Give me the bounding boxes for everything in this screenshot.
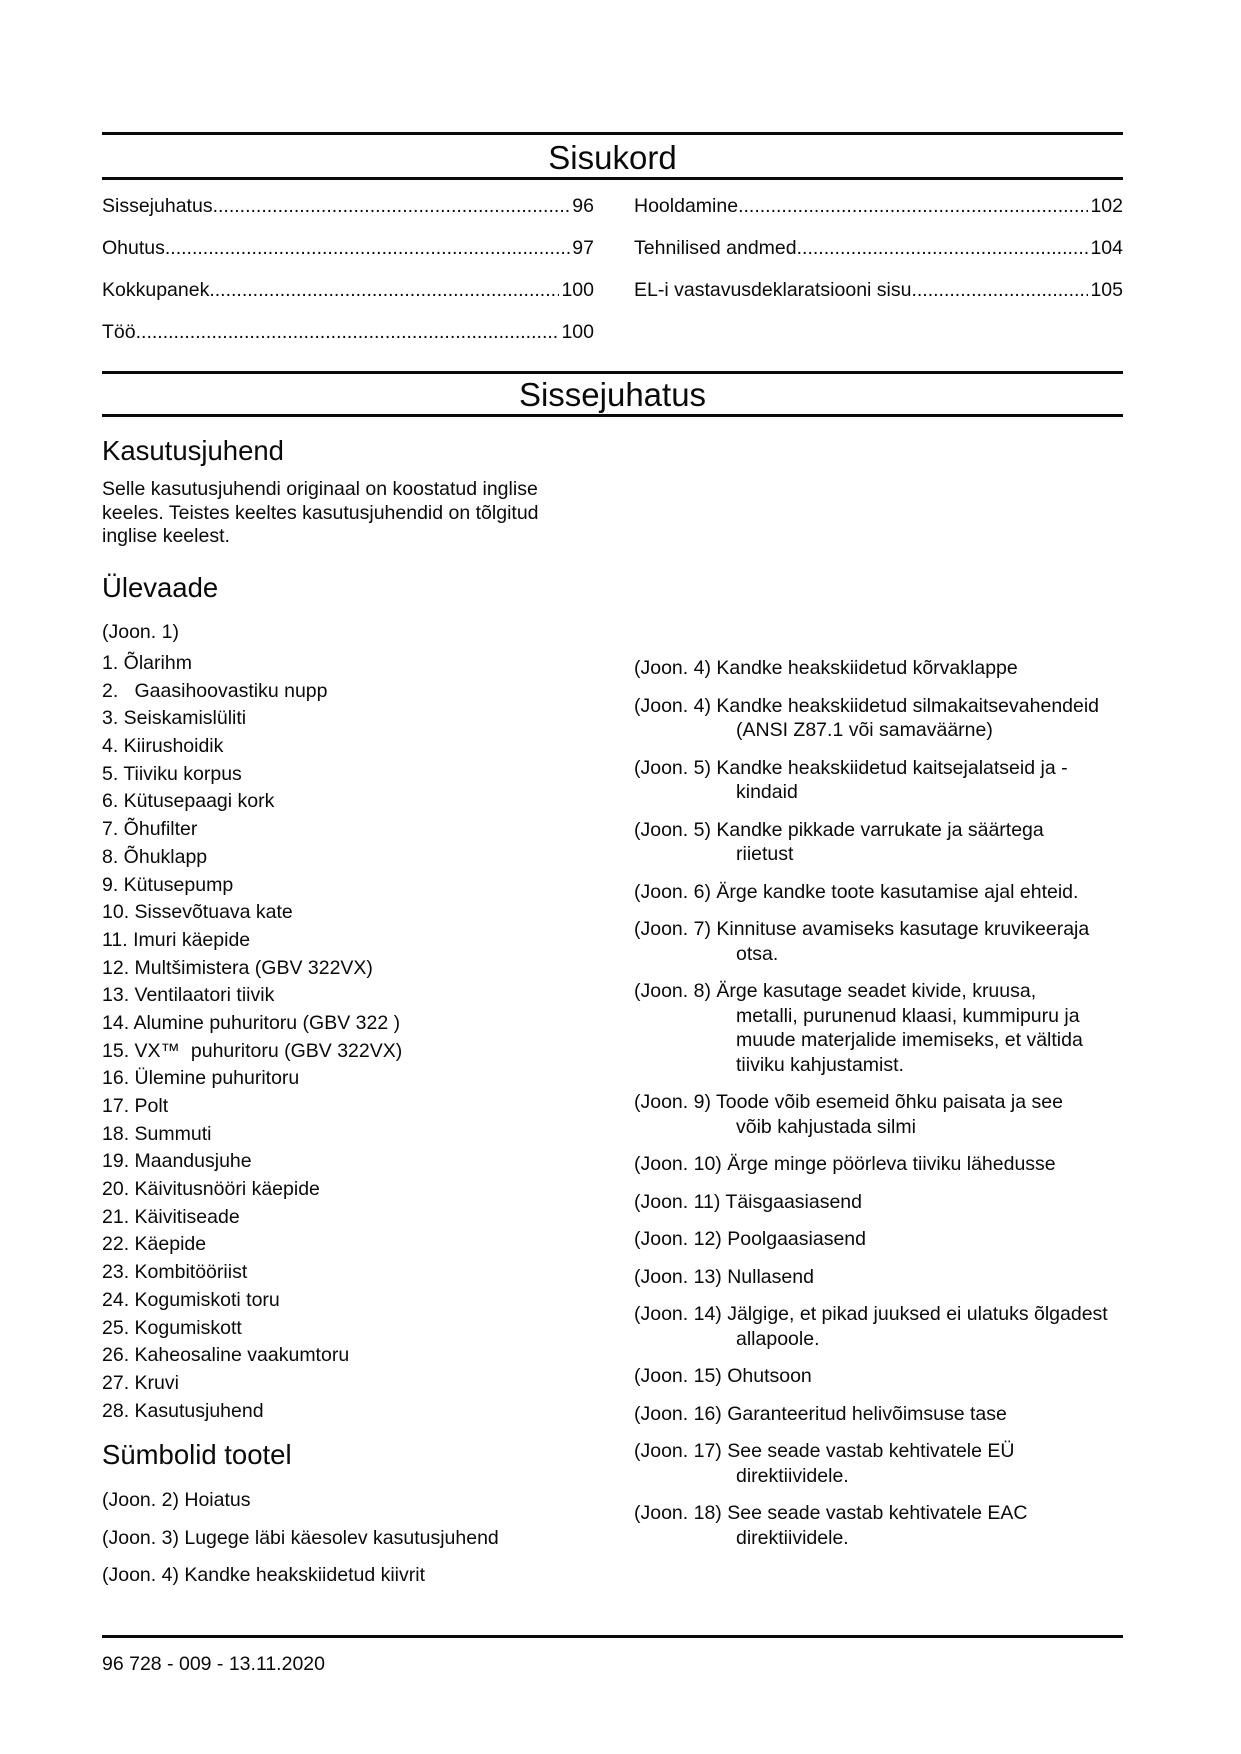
overview-list-item: 1. Õlarihm [102,652,192,674]
toc-dot-leader [209,269,559,311]
symbol-item: (Joon. 11) Täisgaasiasend [634,1190,863,1213]
overview-subheading: Ülevaade [102,572,219,603]
overview-list-item: 7. Õhufilter [102,818,198,841]
overview-list-item: 21. Käivitiseade [102,1205,240,1228]
toc-dot-leader [797,227,1089,269]
symbol-item: (Joon. 4) Kandke heakskiidetud kiivrit [102,1564,425,1586]
overview-list-item: 18. Summuti [102,1122,212,1145]
overview-figure-ref: (Joon. 1) [102,621,179,643]
symbol-item: (Joon. 16) Garanteeritud helivõimsuse tase [634,1402,1007,1425]
toc-entry-title: Hooldamine [634,195,739,217]
section-heading: Sissejuhatus [518,376,707,413]
overview-list-item: 6. Kütusepaagi kork [102,790,275,813]
overview-list-item: 23. Kombitööriist [102,1261,248,1284]
toc-top-rule [102,132,1123,135]
overview-list-item: 10. Sissevõtuava kate [102,901,293,924]
toc-entry-page: 100 [561,279,594,301]
symbol-item: (Joon. 14) Jälgige, et pikad juuksed ei ulatuks õlgadest allapoole. [634,1303,1108,1350]
overview-list-item: 9. Kütusepump [102,873,234,896]
overview-list-item: 16. Ülemine puhuritoru [102,1067,300,1090]
toc-entry [634,269,1123,311]
toc-entry-title: Töö [102,321,136,343]
overview-list-item: 11. Imuri käepide [102,928,251,951]
symbol-item: (Joon. 8) Ärge kasutage seadet kivide, kruusa, metalli, purunenud klaasi, kummipuru ja muude materjalide imemiseks, et vältida tiiviku kahjustamist. [634,980,1083,1076]
toc-entry-page: 102 [1090,195,1123,217]
symbols-subheading: Sümbolid tootel [102,1439,292,1470]
overview-list-item: 27. Kruvi [102,1371,179,1394]
overview-parts-list [102,650,582,1425]
toc-dot-leader [136,311,560,353]
symbol-item: (Joon. 9) Toode võib esemeid õhku paisata ja see võib kahjustada silmi [634,1091,1063,1138]
toc-entry [102,185,594,227]
symbol-item: (Joon. 5) Kandke pikkade varrukate ja säärtega riietust [634,818,1044,865]
symbol-item: (Joon. 4) Kandke heakskiidetud silmakaitsevahendeid (ANSI Z87.1 või samaväärne) [634,694,1100,741]
toc-entry-title: Sissejuhatus [102,195,213,217]
symbol-item: (Joon. 2) Hoiatus [102,1489,251,1511]
toc-entry [102,311,594,353]
toc-entry [634,227,1123,269]
overview-list-item: 5. Tiiviku korpus [102,762,242,785]
toc-entry-page: 97 [572,237,594,259]
toc-heading: Sisukord [548,139,677,176]
symbol-item: (Joon. 4) Kandke heakskiidetud kõrvaklappe [634,657,1018,679]
symbol-item: (Joon. 5) Kandke heakskiidetud kaitsejalatseid ja - kindaid [634,756,1068,803]
overview-list-item: 24. Kogumiskoti toru [102,1288,280,1311]
toc-dot-leader [738,185,1088,227]
overview-list-item: 8. Õhuklapp [102,845,208,868]
toc-entry-title: Tehnilised andmed [634,237,797,259]
toc-entry-page: 104 [1090,237,1123,259]
toc-dot-leader [165,227,570,269]
overview-list-item: 19. Maandusjuhe [102,1150,252,1173]
symbol-item: (Joon. 15) Ohutsoon [634,1365,812,1387]
symbols-list-right [634,656,1134,1563]
symbols-list-left [102,1488,592,1601]
symbol-item: (Joon. 17) See seade vastab kehtivatele EÜ direktiividele. [634,1440,1015,1487]
toc-entry [102,269,594,311]
symbol-item: (Joon. 10) Ärge minge pöörleva tiiviku lähedusse [634,1153,1056,1175]
overview-list-item: 13. Ventilaatori tiivik [102,984,275,1007]
overview-list-item: 25. Kogumiskott [102,1316,242,1339]
overview-list-item: 17. Polt [102,1095,169,1117]
symbol-item: (Joon. 18) See seade vastab kehtivatele EAC direktiividele. [634,1502,1028,1549]
manual-paragraph: Selle kasutusjuhendi originaal on koostatud inglise keeles. Teistes keeltes kasutusjuhendid on tõlgitud inglise keelest. [102,478,539,547]
footer-rule [102,1635,1123,1638]
toc-entry-title: Ohutus [102,237,165,259]
footer-doc-ref: 96 728 - 009 - 13.11.2020 [102,1653,325,1675]
overview-list-item: 15. VX™ puhuritoru (GBV 322VX) [102,1039,403,1062]
toc-entry-page: 100 [561,321,594,343]
overview-list-item: 20. Käivitusnööri käepide [102,1178,320,1201]
symbol-item: (Joon. 12) Poolgaasiasend [634,1228,866,1250]
toc-left-column [102,185,594,353]
symbol-item: (Joon. 13) Nullasend [634,1265,814,1288]
toc-entry [102,227,594,269]
toc-right-column [634,185,1123,311]
symbol-item: (Joon. 7) Kinnituse avamiseks kasutage kruvikeeraja otsa. [634,918,1090,965]
toc-entry-title: Kokkupanek [102,279,210,301]
symbol-item: (Joon. 3) Lugege läbi käesolev kasutusjuhend [102,1526,499,1549]
overview-list-item: 26. Kaheosaline vaakumtoru [102,1344,350,1367]
toc-entry-title: EL-i vastavusdeklaratsiooni sisu [634,279,912,301]
overview-list-item: 2. Gaasihoovastiku nupp [102,679,328,702]
section-top-rule [102,371,1123,374]
overview-list-item: 12. Multšimistera (GBV 322VX) [102,956,373,979]
toc-heading-rule [102,177,1123,180]
overview-list-item: 14. Alumine puhuritoru (GBV 322 ) [102,1011,401,1034]
overview-list-item: 28. Kasutusjuhend [102,1399,264,1422]
toc-entry [634,185,1123,227]
toc-dot-leader [213,185,571,227]
toc-dot-leader [911,269,1088,311]
overview-list-item: 3. Seiskamislüliti [102,707,247,730]
overview-list-item: 22. Käepide [102,1233,207,1256]
section-heading-rule [102,414,1123,417]
toc-entry-page: 96 [572,195,594,217]
overview-list-item: 4. Kiirushoidik [102,735,224,758]
symbol-item: (Joon. 6) Ärge kandke toote kasutamise ajal ehteid. [634,880,1079,903]
manual-subheading: Kasutusjuhend [102,435,284,466]
toc-entry-page: 105 [1090,279,1123,301]
